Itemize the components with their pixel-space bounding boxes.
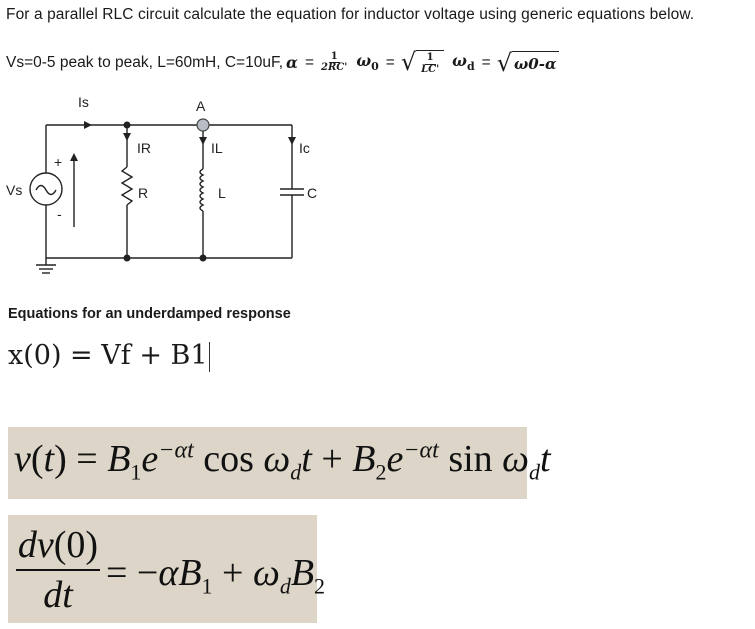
node-dot	[200, 255, 207, 262]
radical-icon: √	[496, 48, 512, 77]
label-is: Is	[78, 95, 89, 110]
equation-x0	[8, 340, 210, 372]
given-prefix: Vs=0-5 peak to peak, L=60mH, C=10uF,	[6, 53, 284, 71]
alpha-symbol: α	[286, 53, 298, 72]
given-values	[6, 50, 561, 75]
equation-x0-text: x(0) = Vf + B1	[8, 340, 208, 371]
label-l: L	[218, 185, 226, 201]
alpha-denominator: 2RC'	[321, 62, 348, 73]
ic-arrow-icon	[288, 137, 296, 145]
label-vs: Vs	[6, 182, 23, 198]
node-a-icon	[197, 119, 209, 131]
label-minus: -	[57, 206, 62, 222]
omega0-equals: =	[385, 53, 395, 71]
omega0-fraction	[419, 53, 441, 75]
label-il: IL	[211, 140, 223, 156]
omega0-denominator: LC'	[421, 63, 440, 75]
node-dot	[124, 255, 131, 262]
equation-vt-box	[8, 427, 551, 499]
node-dot	[124, 122, 131, 129]
label-plus: +	[54, 154, 63, 170]
label-ir: IR	[137, 140, 151, 156]
derivative-rhs: = $-\alpha B_1 + \omega_dB_2$	[106, 552, 326, 599]
label-ic: Ic	[299, 140, 310, 156]
source-arrow-icon	[70, 153, 78, 161]
omega0-sqrt	[401, 50, 444, 75]
equation-vt: $v(t) = B_1e^{-\alpha t}$ $\cos \omega_dt + B_2e^{-\alpha t}$ $\sin \omega_dt$	[14, 437, 551, 485]
omegad-equals: =	[481, 53, 491, 71]
omega0-symbol: $\omega_0$	[356, 51, 379, 74]
text-cursor	[209, 342, 210, 372]
il-arrow-icon	[199, 137, 207, 145]
alpha-equals: =	[304, 53, 315, 71]
is-arrow-icon	[84, 121, 92, 129]
alpha-numerator: 1	[330, 50, 338, 62]
label-a: A	[196, 98, 206, 114]
label-r: R	[138, 185, 149, 201]
radical-icon: √	[400, 48, 417, 76]
omegad-sqrt	[496, 48, 559, 77]
derivative-fraction: dv(0) dt	[17, 524, 99, 616]
section-heading: Equations for an underdamped response	[8, 306, 291, 322]
omega0-numerator: 1	[426, 52, 434, 63]
problem-statement: For a parallel RLC circuit calculate the equation for inductor voltage using generic equations below.	[6, 6, 695, 23]
omegad-symbol: $\omega_d$	[452, 51, 475, 74]
alpha-fraction	[319, 52, 349, 74]
rlc-circuit-diagram	[0, 95, 340, 280]
label-c: C	[307, 185, 318, 201]
omegad-radicand: ω0-α	[512, 51, 559, 75]
ir-arrow-icon	[123, 133, 131, 141]
equation-dv-box	[8, 515, 326, 623]
